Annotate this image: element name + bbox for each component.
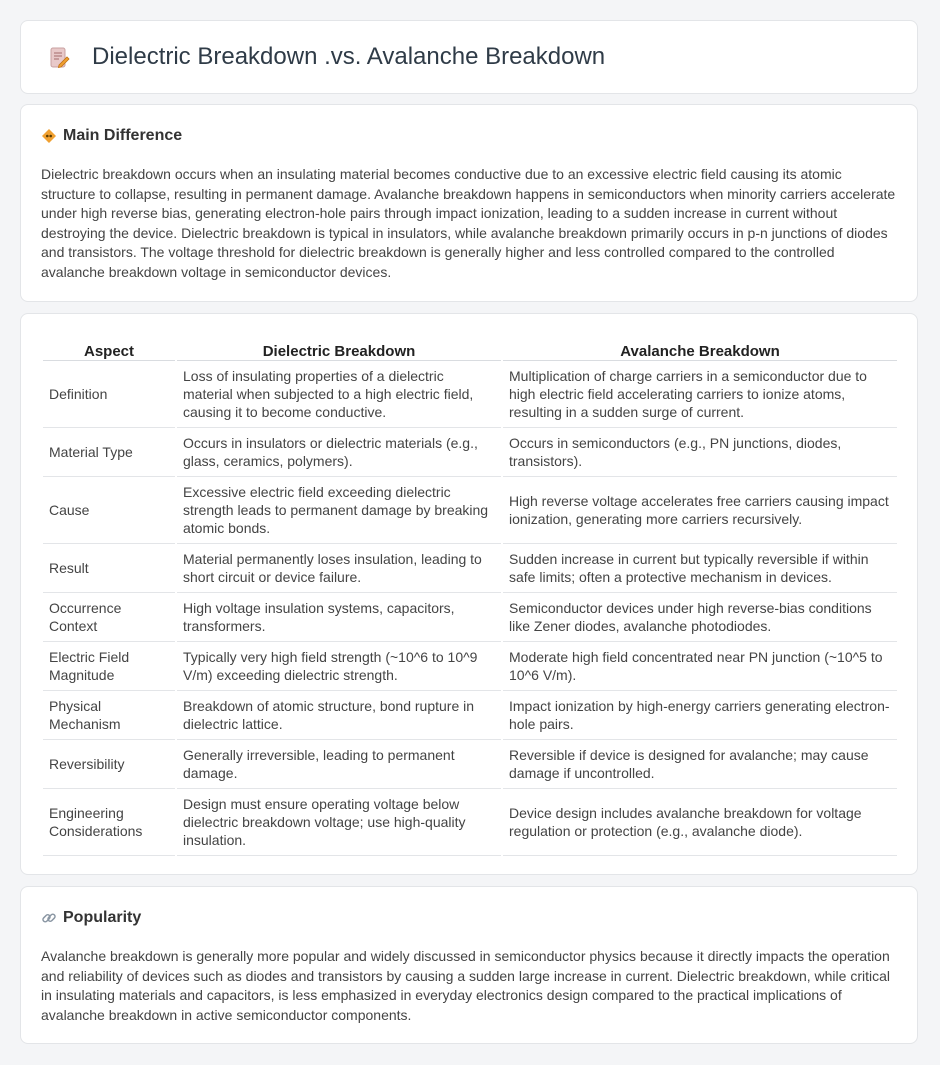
table-row — [43, 789, 897, 856]
avalanche-cell: High reverse voltage accelerates free carriers causing impact ionization, generating more carriers recursively. — [503, 477, 897, 544]
popularity-text: Avalanche breakdown is generally more popular and widely discussed in semiconductor physics because it directly impacts the operation and reliability of devices such as diodes and transistors by causing a sudden large increase in current. Dielectric breakdown, while critical in insulating materials and capacitors, is less emphasized in everyday electronics design compared to the practical implications of avalanche breakdown in active semiconductor components. — [41, 948, 890, 1023]
avalanche-cell: Moderate high field concentrated near PN junction (~10^5 to 10^6 V/m). — [503, 642, 897, 691]
dielectric-cell: Excessive electric field exceeding dielectric strength leads to permanent damage by breaking atomic bonds. — [177, 477, 501, 544]
popularity-title: Popularity — [63, 909, 142, 926]
document-icon — [47, 46, 71, 70]
table-row — [43, 642, 897, 691]
aspect-cell: Cause — [43, 477, 175, 544]
avalanche-cell: Device design includes avalanche breakdown for voltage regulation or protection (e.g., avalanche diode). — [503, 789, 897, 856]
aspect-cell: Occurrence Context — [43, 593, 175, 642]
aspect-cell: Result — [43, 544, 175, 593]
diamond-icon — [41, 128, 57, 144]
avalanche-cell: Impact ionization by high-energy carriers generating electron-hole pairs. — [503, 691, 897, 740]
aspect-cell: Engineering Considerations — [43, 789, 175, 856]
aspect-cell: Physical Mechanism — [43, 691, 175, 740]
comparison-table — [41, 334, 899, 856]
dielectric-cell: High voltage insulation systems, capacitors, transformers. — [177, 593, 501, 642]
header-avalanche: Avalanche Breakdown — [503, 334, 897, 361]
page-title: Dielectric Breakdown .vs. Avalanche Breakdown — [92, 43, 606, 70]
dielectric-cell: Generally irreversible, leading to permanent damage. — [177, 740, 501, 789]
table-row — [43, 477, 897, 544]
table-header-row — [43, 334, 897, 361]
table-row — [43, 740, 897, 789]
dielectric-cell: Design must ensure operating voltage below dielectric breakdown voltage; use high-quality insulation. — [177, 789, 501, 856]
header-dielectric: Dielectric Breakdown — [177, 334, 501, 361]
avalanche-cell: Occurs in semiconductors (e.g., PN junctions, diodes, transistors). — [503, 428, 897, 477]
main-difference-heading — [41, 127, 182, 145]
avalanche-cell: Reversible if device is designed for avalanche; may cause damage if uncontrolled. — [503, 740, 897, 789]
dielectric-cell: Occurs in insulators or dielectric materials (e.g., glass, ceramics, polymers). — [177, 428, 501, 477]
table-row — [43, 428, 897, 477]
aspect-cell: Reversibility — [43, 740, 175, 789]
popularity-card — [20, 886, 918, 1044]
dielectric-cell: Loss of insulating properties of a dielectric material when subjected to a high electric field, causing it to become conductive. — [177, 361, 501, 428]
aspect-cell: Electric Field Magnitude — [43, 642, 175, 691]
dielectric-cell: Material permanently loses insulation, leading to short circuit or device failure. — [177, 544, 501, 593]
popularity-heading — [41, 909, 141, 927]
main-difference-text: Dielectric breakdown occurs when an insulating material becomes conductive due to an excessive electric field causing its atomic structure to collapse, resulting in permanent damage. Avalanche breakdown happens in semiconductors when minority carriers accelerate under high reverse bias, generating electron-hole pairs through impact ionization, leading to a sudden increase in current without destroying the device. Dielectric breakdown is typical in insulators, while avalanche breakdown primarily occurs in p-n junctions of diodes and transistors. The voltage threshold for dielectric breakdown is generally higher and less controlled compared to the controlled avalanche breakdown voltage in semiconductor devices. — [41, 166, 896, 280]
main-difference-title: Main Difference — [63, 127, 183, 144]
header-aspect: Aspect — [43, 334, 175, 361]
table-row — [43, 361, 897, 428]
link-icon — [41, 910, 57, 926]
table-row — [43, 691, 897, 740]
table-row — [43, 593, 897, 642]
comparison-table-card — [20, 313, 918, 875]
main-difference-card — [20, 104, 918, 302]
aspect-cell: Material Type — [43, 428, 175, 477]
dielectric-cell: Typically very high field strength (~10^6 to 10^9 V/m) exceeding dielectric strength. — [177, 642, 501, 691]
aspect-cell: Definition — [43, 361, 175, 428]
avalanche-cell: Multiplication of charge carriers in a semiconductor due to high electric field accelerating carriers to ionize atoms, resulting in a sudden surge of current. — [503, 361, 897, 428]
table-row — [43, 544, 897, 593]
dielectric-cell: Breakdown of atomic structure, bond rupture in dielectric lattice. — [177, 691, 501, 740]
avalanche-cell: Sudden increase in current but typically reversible if within safe limits; often a protective mechanism in devices. — [503, 544, 897, 593]
header-card — [20, 20, 918, 94]
avalanche-cell: Semiconductor devices under high reverse-bias conditions like Zener diodes, avalanche photodiodes. — [503, 593, 897, 642]
